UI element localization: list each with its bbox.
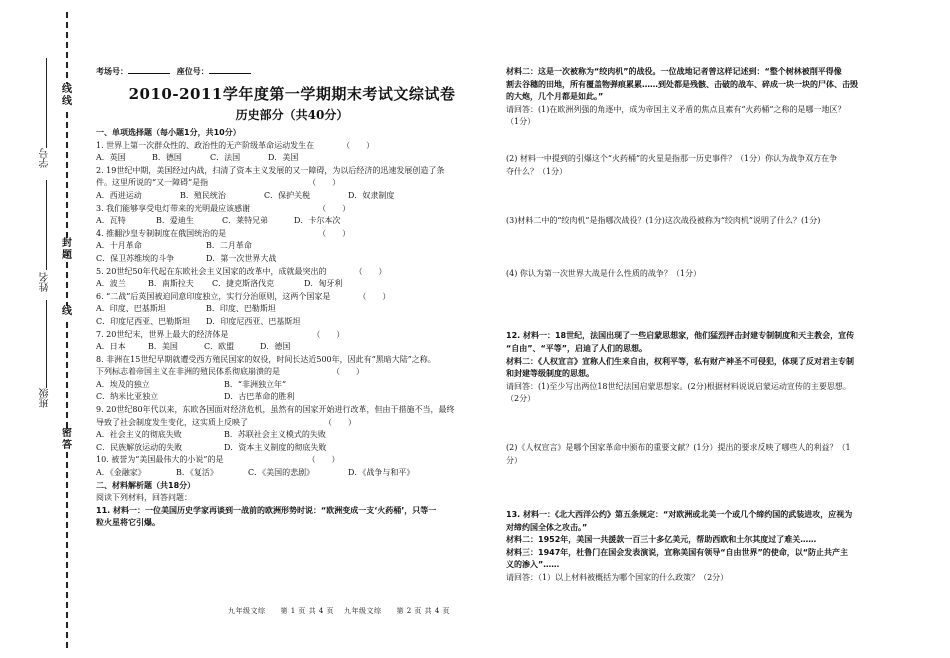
question-5-options [96,278,488,291]
seal-char-extra: 线 [62,96,72,107]
question-6-options-a [96,303,488,316]
option: B．殖民统治 [180,190,226,200]
material-2: 材料二：这是一次被称为“绞肉机”的战役。一位战地记者曾这样记述到：“整个树林被削平得像 [506,67,842,76]
seal-char-mi: 密 [62,428,72,439]
exam-title: 2010-2011学年度第一学期期末考试文综试卷 [128,85,456,103]
question-3-options [96,215,488,228]
class-label: 班级 [40,388,51,408]
option: A．瓦特 [96,216,126,226]
option: D．印度尼西亚、巴基斯坦 [206,316,301,326]
exam-subtitle: 历史部分（共40分） [235,108,349,122]
option: D．古巴革命的胜利 [224,392,295,402]
question-12-1: 请回答：(1)至少写出两位18世纪法国启蒙思想家。(2分)根据材料说说启蒙运动宣传的主要思想。 [506,381,851,391]
option: C．印度尼西亚、巴勒斯坦 [96,316,191,326]
option: D．匈牙利 [304,279,343,289]
footer-page-1: 九年级文综 第 1 页 共 4 页 [228,607,335,615]
question-1-options [96,152,488,165]
option: C．保卫苏维埃的斗争 [96,253,175,263]
option: D．德国 [260,342,291,352]
question-3: 3. 我们能够享受电灯带来的光明最应该感谢 （ ） [96,203,351,213]
student-id-label: 学号 [40,148,51,168]
seal-char-xian: 线 [62,306,72,317]
option: A．社会主义的彻底失败 [96,430,182,440]
option: C．法国 [210,153,241,163]
option: C．纳米比亚独立 [96,392,159,402]
question-11-3: (3)材料二中的“绞肉机”是指哪次战役？(1分)这次战役被称为“绞肉机”说明了什么？(1分) [506,216,821,226]
question-10-options [96,467,488,480]
question-6-options-b [96,316,488,329]
option: C．捷克斯洛伐克 [212,279,275,289]
footer-page-2: 九年级文综 第 2 页 共 4 页 [344,607,451,615]
question-9-options-a [96,429,488,442]
question-4-options-a [96,240,488,253]
question-1: 1. 世界上第一次群众性的、政治性的无产阶级革命运动发生在 （ ） [96,140,375,150]
question-13-material-3-cont: 义的渗入”…… [506,560,560,570]
section-1-heading: 一、单项选择题（每小题1分，共10分） [96,128,241,137]
section-2-note: 阅读下列材料，回答问题： [96,493,192,503]
question-12-cont: “自由”、“平等”，启迪了人们的思想。 [506,343,648,353]
question-12-1-score: （2分） [506,394,536,404]
question-11-1: (1)在欧洲列强的角逐中，成为帝国主义矛盾的焦点且素有“火药桶”之称的是哪一地区？ [538,104,846,114]
question-8-options-a [96,379,488,392]
question-4: 4. 推翻沙皇专制制度在俄国统治的是 （ ） [96,228,351,238]
option: B．二月革命 [206,241,252,251]
option: B．苏联社会主义模式的失败 [224,430,326,440]
name-label: 姓名 [40,272,51,292]
option: C．欧盟 [204,342,235,352]
option: A．《金融家》 [96,468,146,478]
seal-char-xian-top: 线 [62,84,72,95]
option: C．保护关税 [264,190,311,200]
question-2-cont: 件。这里所说的“又一障碍”是指 （ ） [96,178,341,188]
option: B．“非洲独立年” [224,379,287,389]
option: A．印度、巴基斯坦 [96,304,166,314]
option: D．卡尔本次 [294,216,341,226]
option: B．印度、巴勒斯坦 [206,304,276,314]
option: A．波兰 [96,279,126,289]
question-11-cont: 粒火星将它引爆。 [96,518,160,528]
question-11-1-score: （1分） [506,117,536,127]
student-id-underline [46,58,47,148]
name-underline [46,180,47,270]
class-underline [46,300,47,388]
question-9-cont: 导致了社会制度发生变化，这实质上反映了 （ ） [96,417,356,427]
question-10: 10. 被誉为“美国最伟大的小说”的是 （ ） [96,455,340,465]
question-11-2-cont: 夺什么？（1分） [506,166,568,176]
question-12-2-cont: 分） [506,455,522,465]
question-5: 5. 20世纪50年代起在东欧社会主义国家的改革中，成就最突出的 （ ） [96,266,387,276]
question-7-options [96,341,488,354]
question-9: 9. 20世纪80年代以来，东欧各国面对经济危机，虽然有的国家开始进行改革，但由于措施不当，最终 [96,405,455,415]
question-6: 6. “二战”后英国被迫同意印度独立，实行分治原则，这两个国家是 （ ） [96,291,391,301]
option: D．资本主义制度的彻底失败 [224,442,327,452]
option: A．英国 [96,153,126,163]
question-11-2: (2) 材料一中提到的引爆这个“火药桶”的火星是指那一历史事件？（1分）你认为战争双方在争 [506,153,838,163]
question-11: 11. 材料一：一位美国历史学家再谈到一战前的欧洲形势时说：“欧洲变成一支‘火药桶’，只等一 [96,505,437,515]
option: B．美国 [148,342,178,352]
exam-info [96,66,488,77]
seat-blank [209,73,251,74]
material-2-cont: 割去谷穗的田地，所有覆盖物弹痕累累……到处都是残骸、击破的战车、碎成一块一块的尸体、击毁 [506,79,858,89]
option: A．西进运动 [96,190,142,200]
question-13-cont: 对缔约国全体之攻击。” [506,522,588,532]
question-11-4: (4) 你认为第一次世界大战是什么性质的战争？（1分） [506,268,701,278]
material-2-cont2: 的大炮，几个月都是如此。” [506,92,604,102]
question-12-material-2-cont: 和封建等级制度的思想。 [506,369,594,379]
question-8-cont: 下列标志着帝国主义在非洲的殖民体系彻底崩溃的是 （ ） [96,367,364,377]
question-13-material-3: 材料三：1947年，杜鲁门在国会发表演说，宣称美国有领导“自由世界”的使命，以“防止共产主 [506,547,849,557]
exam-room-blank [128,73,170,74]
option: C．莱特兄弟 [222,216,269,226]
seat-label: 座位号： [176,67,209,76]
question-12: 12. 材料一：18世纪，法国出现了一些启蒙思想家，他们猛烈抨击封建专制制度和天主教会，宣传 [506,331,855,341]
exam-room-label: 考场号： [96,67,128,76]
question-13-material-2: 材料二：1952年，美国一共援款一百三十多亿美元，帮助西欧和土尔其度过了难关…… [506,535,817,545]
option: C．民族解放运动的失败 [96,442,183,452]
section-2-heading: 二、材料解析题（共18分） [96,480,196,490]
ask-label: 请回答： [506,104,538,114]
seal-char-feng: 封 [62,238,72,249]
question-4-options-b [96,253,488,266]
option: A．埃及的独立 [96,379,150,389]
question-12-2: (2)《人权宣言》是哪个国家革命中颁布的重要文献？(1分）提出的要求反映了哪些人的利益？（1 [506,442,851,452]
option: A．日本 [96,342,126,352]
binding-margin [14,6,94,646]
option: B．《复活》 [176,468,218,478]
answer-prompt-11 [506,104,930,117]
question-7: 7. 20世纪末，世界上最大的经济体是 （ ） [96,329,345,339]
left-column [96,66,488,530]
seal-char-da: 答 [62,440,72,451]
option: B．爱迪生 [156,216,194,226]
option: D．《战争与和平》 [348,468,415,478]
option: C．《美国的悲剧》 [248,468,315,478]
seal-char-ti: 题 [62,250,72,261]
option: B．南斯拉夫 [148,279,194,289]
question-8: 8. 非洲在15世纪早期就遭受西方殖民国家的奴役，时间长达近500年，因此有“黑暗大陆”之称。 [96,354,436,364]
question-9-options-b [96,442,488,455]
question-12-material-2: 材料二：《人权宣言》宣称人们生来自由，权利平等，私有财产神圣不可侵犯，体现了反对君主专制 [506,356,854,366]
question-2: 2. 19世纪中期，美国经过内战，扫清了资本主义发展的又一障碍，为以后经济的迅速发展创造了条 [96,165,445,175]
option: D．美国 [268,153,299,163]
option: D．第一次世界大战 [206,253,277,263]
option: B．德国 [152,153,182,163]
option: D．奴隶制度 [348,190,395,200]
option: A．十月革命 [96,241,142,251]
question-8-options-b [96,391,488,404]
question-2-options [96,190,488,203]
question-13: 13. 材料一：《北大西洋公约》第五条规定：“对欧洲或北美一个或几个缔约国的武装进攻，应视为 [506,510,853,520]
question-13-1: 请回答：（1）以上材料被概括为哪个国家的什么政策？（2分） [506,573,729,583]
right-column [506,66,930,585]
